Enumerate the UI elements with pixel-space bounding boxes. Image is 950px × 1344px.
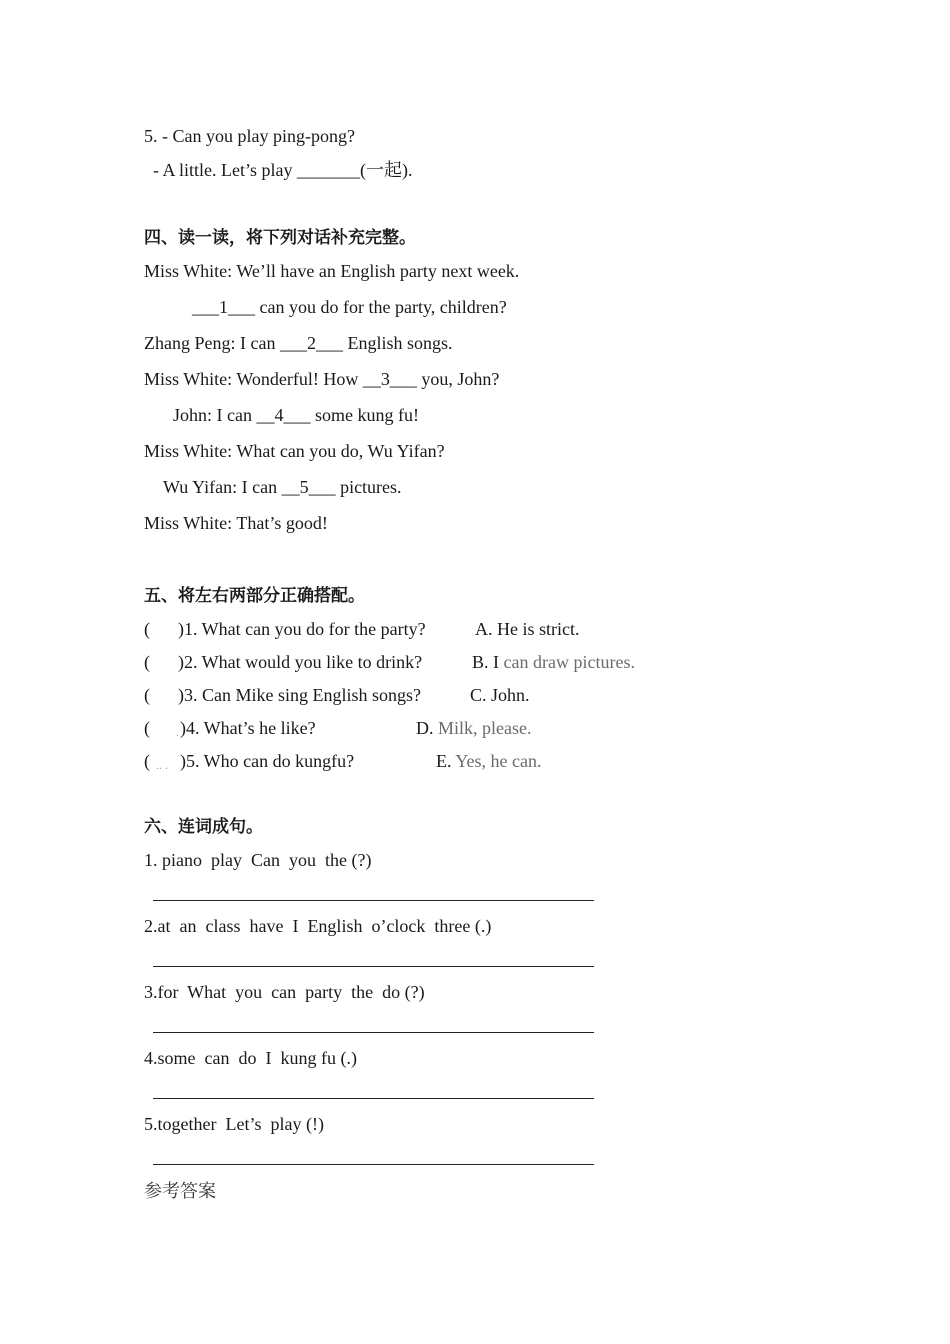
answer-line [153,1164,594,1165]
answer-bracket: ( [144,652,150,672]
answer-line [153,1098,594,1099]
match-option: E. Yes, he can. [436,751,542,771]
dialogue-line: Zhang Peng: I can ___2___ English songs. [144,333,453,353]
decorative-dot: . [176,725,179,739]
match-question: )5. Who can do kungfu? [180,751,355,771]
dialogue-line: Miss White: Wonderful! How __3___ you, John? [144,369,500,389]
dialogue-line: Miss White: We’ll have an English party next week. [144,261,520,281]
answer-bracket: ( [144,751,150,771]
dialogue-line: Wu Yifan: I can __5___ pictures. [163,477,402,497]
section-4-heading: 四、读一读，将下列对话补充完整。 [144,228,416,248]
match-option: B. I can draw pictures. [472,652,635,672]
answer-bracket: ( [144,685,150,705]
dialogue-line: Miss White: That’s good! [144,513,328,533]
word-order-item: 1. piano play Can you the (?) [144,850,372,870]
word-order-item: 5.together Let’s play (!) [144,1114,324,1134]
answer-line [153,966,594,967]
question-5-line-2: - A little. Let’s play _______(一起). [153,160,413,180]
match-option: D. Milk, please. [416,718,532,738]
dialogue-line: John: I can __4___ some kung fu! [173,405,419,425]
match-option: C. John. [470,685,530,705]
match-question: )4. What’s he like? [180,718,316,738]
answer-line [153,900,594,901]
dialogue-line: Miss White: What can you do, Wu Yifan? [144,441,445,461]
section-6-heading: 六、连词成句。 [144,817,263,837]
match-option: A. He is strict. [475,619,580,639]
question-5-line-1: 5. - Can you play ping-pong? [144,126,355,146]
decorative-dots: .. . [156,758,168,772]
dialogue-line: ___1___ can you do for the party, children? [192,297,507,317]
word-order-item: 4.some can do I kung fu (.) [144,1048,357,1068]
answer-key-label: 参考答案 [144,1181,216,1201]
match-question: )2. What would you like to drink? [178,652,423,672]
match-question: )3. Can Mike sing English songs? [178,685,421,705]
match-question: )1. What can you do for the party? [178,619,426,639]
answer-bracket: ( [144,619,150,639]
answer-line [153,1032,594,1033]
section-5-heading: 五、将左右两部分正确搭配。 [144,586,365,606]
word-order-item: 2.at an class have I English o’clock three (.) [144,916,492,936]
answer-bracket: ( [144,718,150,738]
word-order-item: 3.for What you can party the do (?) [144,982,425,1002]
